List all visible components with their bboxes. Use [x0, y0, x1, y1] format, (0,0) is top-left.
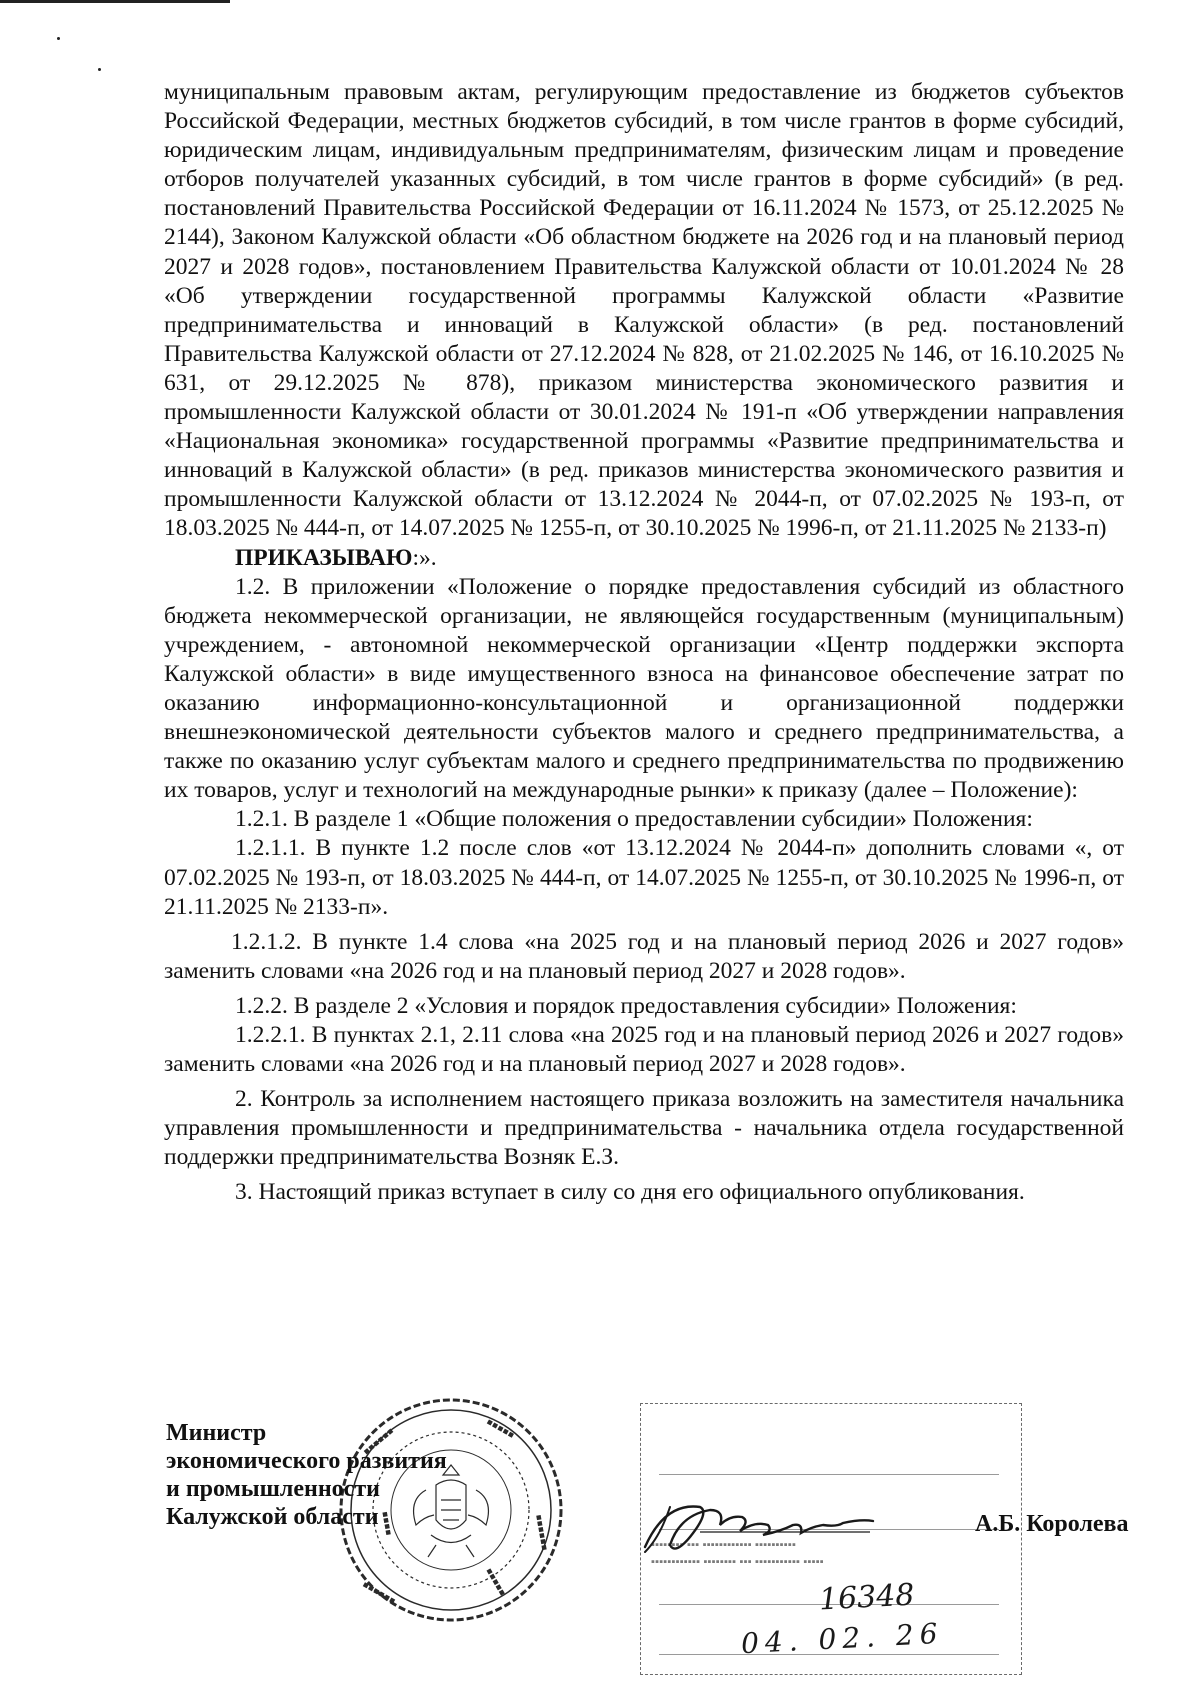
paragraph-legal-basis: муниципальным правовым актам, регулирующим предоставление из бюджетов субъектов Российской Федерации, местных бюджетов субсидий, в том числе грантов в форме субсидий, юридическим лицам, индивидуальным предпринимателям, физическим лицам и проведение отборов получателей указанных субсидий, в том числе грантов в форме субсидий» (в ред. постановлений Правительства Российской Федерации от 16.11.2024 № 1573, от 25.12.2025 № 2144), Законом Калужской области «Об областном бюджете на 2026 год и на плановый период 2027 и 2028 годов», постановлением Правительства Калужской области от 10.01.2024 № 28 «Об утверждении государственной программы Калужской области «Развитие предпринимательства и инноваций в Калужской области» (в ред. постановлений Правительства Калужской области от 27.12.2024 № 828, от 21.02.2025 № 146, от 16.10.2025 № 631, от 29.12.2025 № 878), приказом министерства экономического развития и промышленности Калужской области от 30.01.2024 № 191-п «Об утверждении направления «Национальная экономика» государственной программы «Развитие предпринимательства и инноваций в Калужской области» (в ред. приказов министерства экономического развития и промышленности Калужской области от 13.12.2024 № 2044-п, от 07.02.2025 № 193-п, от 18.03.2025 № 444-п, от 14.07.2025 № 1255-п, от 30.10.2025 № 1996-п, от 21.11.2025 № 2133-п) — [164, 79, 1124, 542]
paragraph-2: 2. Контроль за исполнением настоящего приказа возложить на заместителя начальника управления промышленности и предпринимательства - начальника отдела государственной поддержки предпринимательства Возняк Е.З. — [164, 1086, 1124, 1171]
svg-text:▪▪▪▪▪: ▪▪▪▪▪ — [483, 1566, 508, 1598]
scan-speck — [57, 37, 60, 40]
order-heading — [164, 544, 1124, 573]
stamp-faint-text: ▪▪▪▪▪▪▪▪ ▪▪▪ ▪▪▪▪▪▪▪▪▪▪▪▪ ▪▪▪▪▪▪▪▪▪▪ — [651, 1539, 797, 1551]
order-suffix: :». — [412, 544, 437, 571]
paragraph-1-2-1-2: 1.2.1.2. В пункте 1.4 слова «на 2025 год и на плановый период 2026 и 2027 годов» заменить словами «на 2026 год и на плановый период 2027 и 2028 годов». — [164, 928, 1124, 984]
svg-text:▪▪▪▪: ▪▪▪▪ — [379, 1510, 394, 1537]
handwritten-signature — [640, 1477, 900, 1567]
signatory-title — [166, 1419, 447, 1531]
stamp-faint-text: ▪▪▪▪▪▪▪▪▪▪▪▪ ▪▪▪▪▪▪▪▪ ▪▪▪ ▪▪▪▪▪▪▪▪▪▪▪ ▪▪▪▪▪ — [651, 1556, 824, 1568]
svg-text:▪▪▪▪▪▪: ▪▪▪▪▪▪ — [360, 1579, 398, 1607]
stamp-rule — [659, 1474, 999, 1475]
signatory-title-line: и промышленности — [166, 1476, 380, 1502]
svg-text:▪▪▪▪▪▪: ▪▪▪▪▪▪ — [533, 1513, 550, 1552]
paragraph-3: 3. Настоящий приказ вступает в силу со дня его официального опубликования. — [235, 1179, 1025, 1206]
registration-number: 16348 — [818, 1577, 916, 1618]
scan-edge-mark — [0, 0, 230, 3]
order-word: ПРИКАЗЫВАЮ — [235, 544, 413, 571]
registration-date: 04. 02. 26 — [740, 1616, 945, 1661]
paragraph-1-2-1-1: 1.2.1.1. В пункте 1.2 после слов «от 13.12.2024 № 2044-п» дополнить словами «, от 07.02.2025 № 193-п, от 18.03.2025 № 444-п, от 14.07.2025 № 1255-п, от 30.10.2025 № 1996-п, от 21.11.2025 № 2133-п». — [164, 835, 1124, 920]
signatory-title-line: экономического развития — [166, 1448, 447, 1474]
paragraph-1-2-2: 1.2.2. В разделе 2 «Условия и порядок предоставления субсидии» Положения: — [235, 992, 1017, 1019]
scan-speck — [98, 68, 101, 71]
svg-text:▪▪▪▪▪: ▪▪▪▪▪ — [484, 1416, 516, 1441]
signatory-title-line: Калужской области — [166, 1504, 379, 1530]
paragraph-1-2-1: 1.2.1. В разделе 1 «Общие положения о предоставлении субсидии» Положения: — [235, 806, 1033, 833]
signatory-title-line: Министр — [166, 1420, 267, 1446]
signature-block — [0, 1395, 1200, 1697]
document-body — [164, 78, 1124, 1208]
paragraph-1-2-2-1: 1.2.2.1. В пунктах 2.1, 2.11 слова «на 2025 год и на плановый период 2026 и 2027 годов» заменить словами «на 2026 год и на плановый период 2027 и 2028 годов». — [164, 1022, 1124, 1078]
signatory-name: А.Б. Королева — [975, 1511, 1129, 1537]
svg-text:▪▪▪▪▪▪: ▪▪▪▪▪▪ — [361, 1426, 396, 1458]
paragraph-1-2: 1.2. В приложении «Положение о порядке предоставления субсидий из областного бюджета некоммерческой организации, не являющейся государственным (муниципальным) учреждением, - автономной некоммерческой организации «Центр поддержки экспорта Калужской области» в виде имущественного взноса на финансовое обеспечение затрат по оказанию информационно-консультационной и организационной поддержки внешнеэкономической деятельности субъектов малого и среднего предпринимательства, а также по оказанию услуг субъектам малого и среднего предпринимательства по продвижению их товаров, услуг и технологий на международные рынки» к приказу (далее – Положение): — [164, 573, 1124, 804]
